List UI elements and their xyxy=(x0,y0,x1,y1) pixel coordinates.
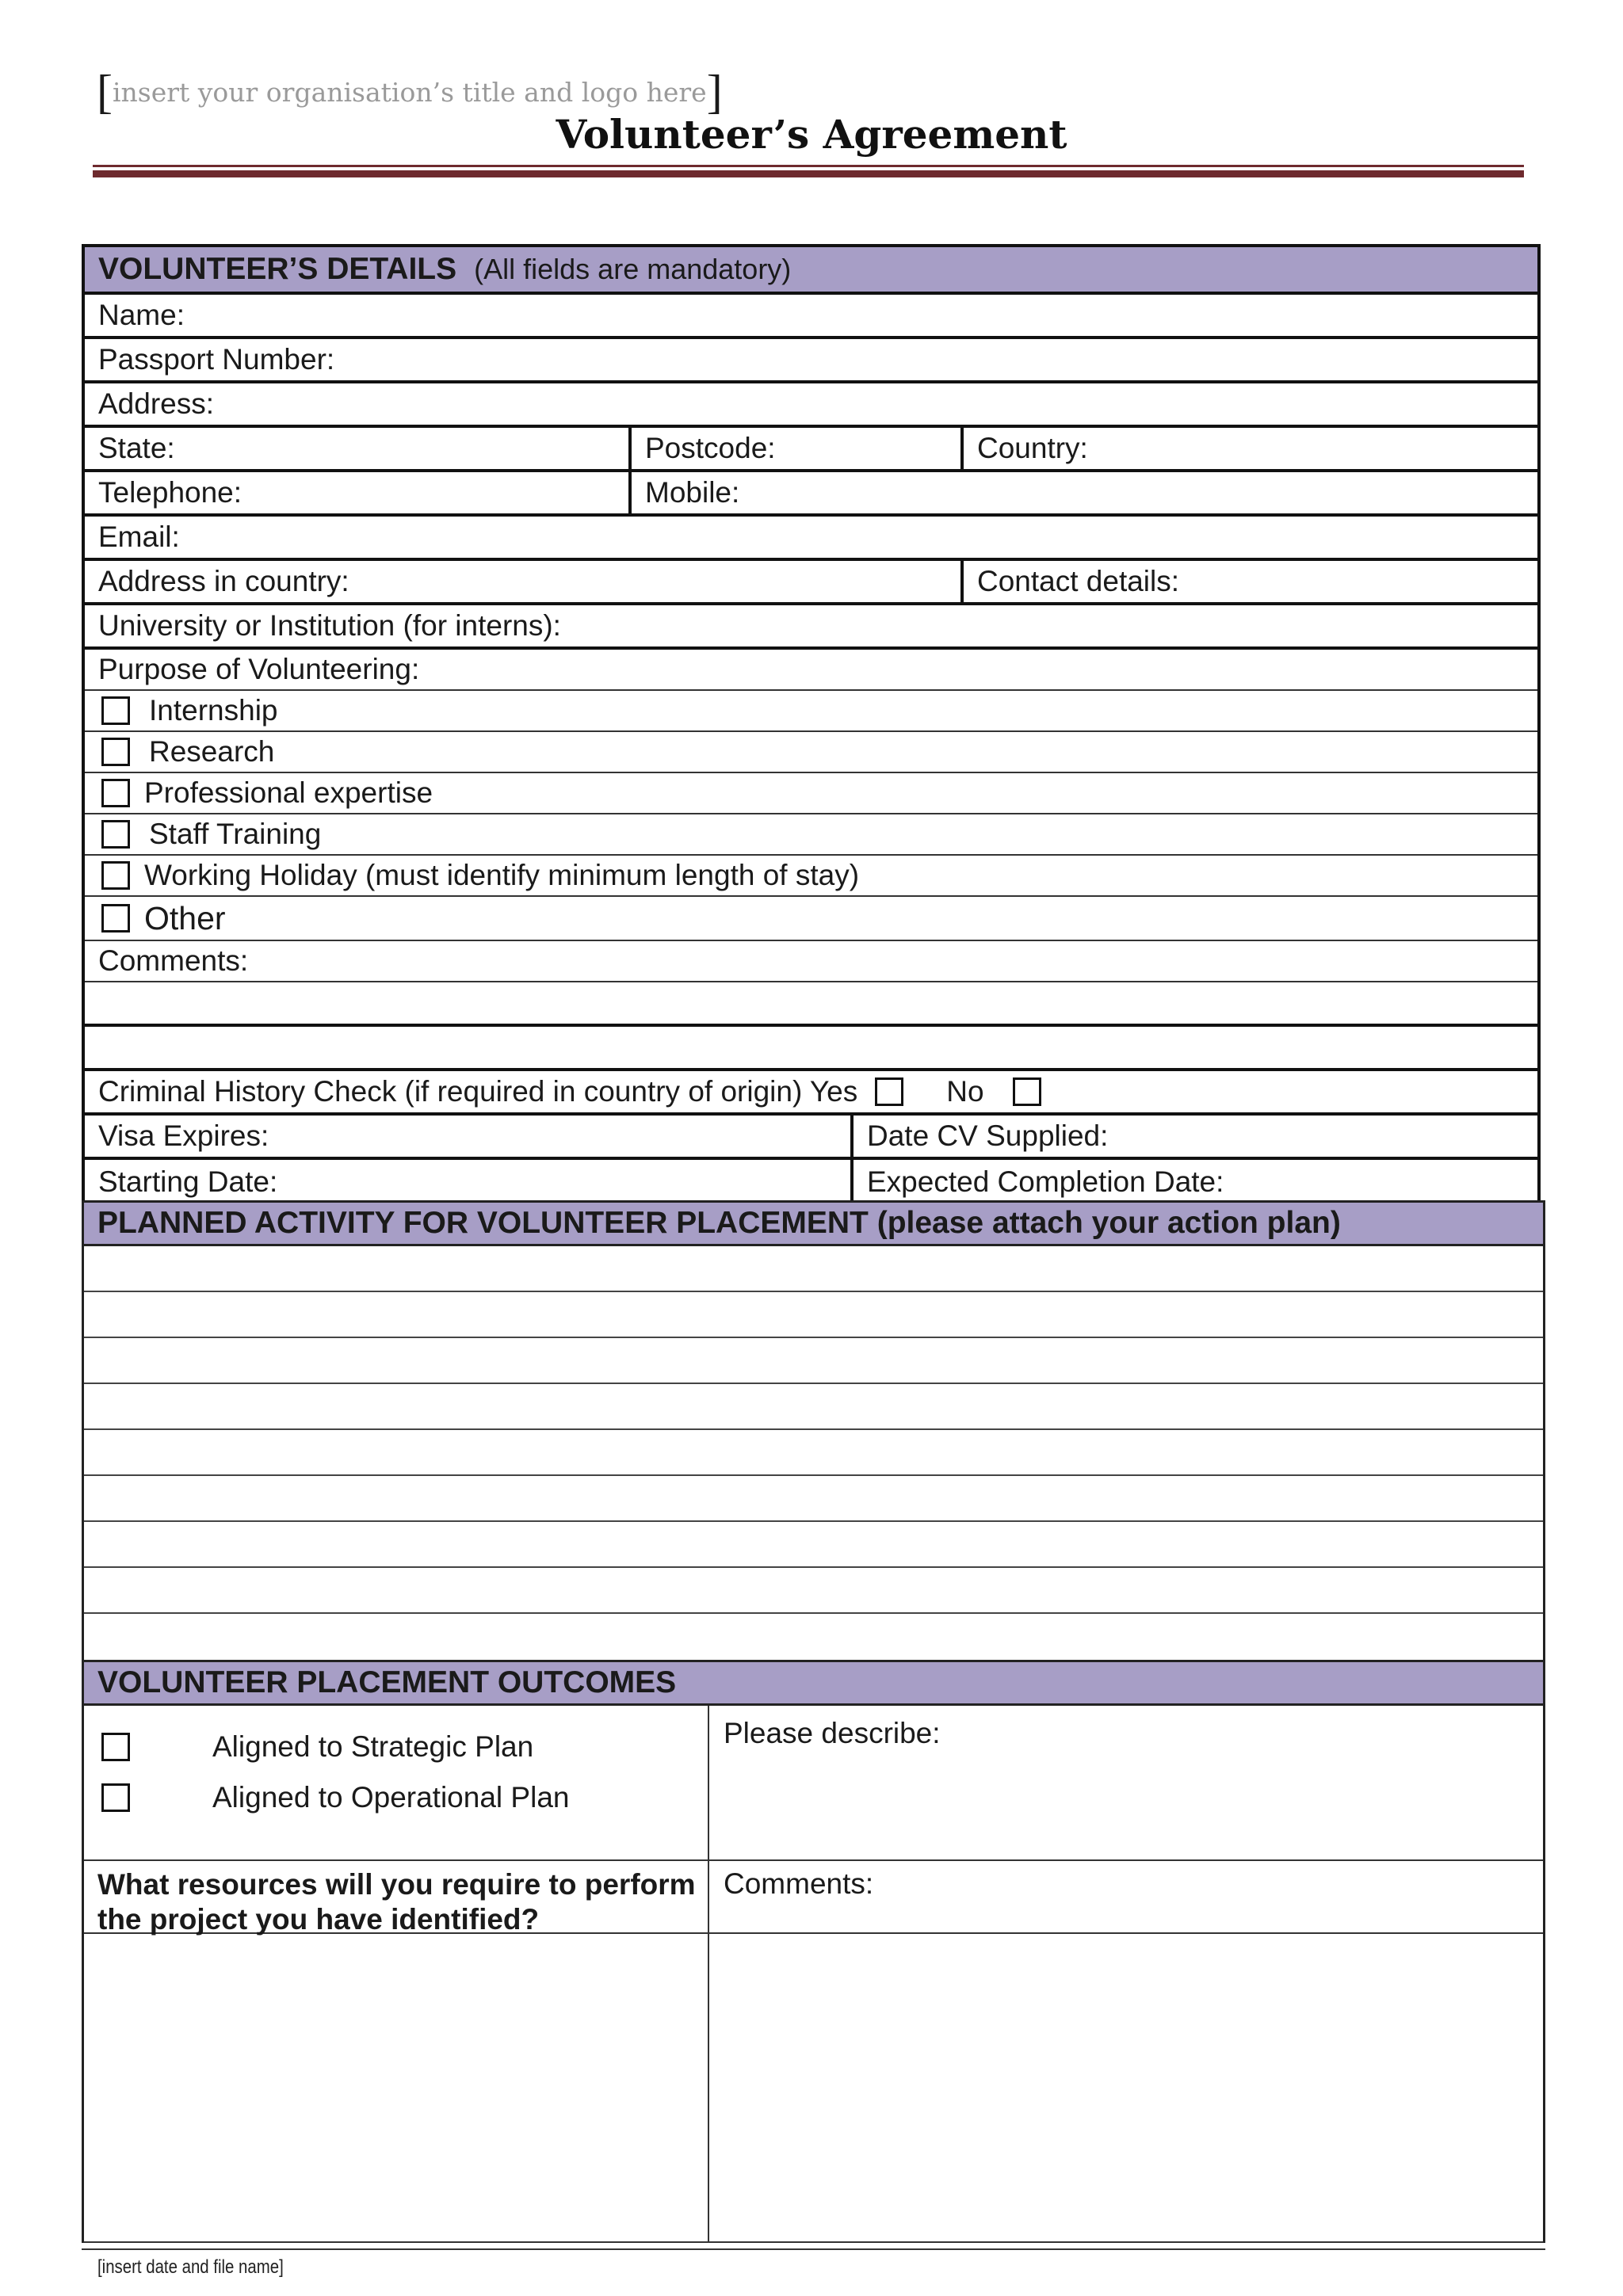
strategic-plan-checkbox[interactable] xyxy=(101,1733,130,1761)
telephone-row xyxy=(85,472,1537,517)
purpose-option-professional[interactable] xyxy=(85,773,1537,814)
completion-date-label: Expected Completion Date: xyxy=(867,1165,1224,1198)
purpose-option-internship[interactable] xyxy=(85,691,1537,732)
postcode-field[interactable] xyxy=(628,428,960,469)
resources-answer-row xyxy=(84,1934,1543,2243)
volunteer-details-header xyxy=(85,247,1537,295)
contact-details-field[interactable] xyxy=(960,561,1537,602)
starting-date-field[interactable] xyxy=(85,1160,850,1204)
mobile-field[interactable] xyxy=(628,472,1537,513)
starting-date-label: Starting Date: xyxy=(98,1165,278,1198)
planned-activity-header xyxy=(84,1200,1543,1246)
describe-label: Please describe: xyxy=(724,1717,941,1749)
telephone-label: Telephone: xyxy=(98,476,242,509)
cv-supplied-field[interactable] xyxy=(850,1116,1537,1157)
resources-question: What resources will you require to perform the project you have identified? xyxy=(84,1861,709,1932)
university-label: University or Institution (for interns): xyxy=(98,609,561,642)
address-label: Address: xyxy=(98,387,215,420)
state-row xyxy=(85,428,1537,472)
dates-row xyxy=(85,1160,1537,1204)
staff-training-label: Staff Training xyxy=(149,818,322,850)
describe-field[interactable] xyxy=(709,1706,1543,1859)
organisation-placeholder-text: insert your organisation’s title and logo here xyxy=(112,77,707,108)
open-bracket: [ xyxy=(97,66,113,118)
planned-activity-line[interactable] xyxy=(84,1292,1543,1338)
planned-activity-line[interactable] xyxy=(84,1522,1543,1568)
comments-label: Comments: xyxy=(98,944,249,977)
internship-checkbox[interactable] xyxy=(101,696,130,725)
criminal-check-no-label: No xyxy=(946,1075,984,1108)
name-label: Name: xyxy=(98,299,185,331)
country-label: Country: xyxy=(977,432,1088,464)
outcomes-alignment-cell xyxy=(84,1706,709,1859)
comments-row[interactable] xyxy=(85,941,1537,982)
outcomes-row xyxy=(84,1706,1543,1861)
address-in-country-row xyxy=(85,561,1537,605)
purpose-option-working-holiday[interactable] xyxy=(85,856,1537,897)
purpose-row xyxy=(85,650,1537,691)
name-row[interactable] xyxy=(85,295,1537,339)
planned-activity-line[interactable] xyxy=(84,1246,1543,1292)
resources-row xyxy=(84,1861,1543,1934)
email-row[interactable] xyxy=(85,517,1537,561)
comments-blank-line-2[interactable] xyxy=(85,1027,1537,1071)
state-label: State: xyxy=(98,432,175,464)
purpose-option-staff-training[interactable] xyxy=(85,814,1537,856)
internship-label: Internship xyxy=(149,694,278,727)
planned-activity-line[interactable] xyxy=(84,1338,1543,1384)
footer-placeholder: [insert date and file name] xyxy=(97,2256,284,2278)
purpose-option-research[interactable] xyxy=(85,732,1537,773)
volunteer-details-note: (All fields are mandatory) xyxy=(474,253,792,285)
mobile-label: Mobile: xyxy=(645,476,740,509)
strategic-plan-option[interactable] xyxy=(101,1722,708,1772)
title-divider xyxy=(93,165,1524,167)
volunteer-details-table xyxy=(82,244,1541,1204)
purpose-option-other[interactable] xyxy=(85,897,1537,941)
country-field[interactable] xyxy=(960,428,1537,469)
passport-label: Passport Number: xyxy=(98,343,335,376)
passport-row[interactable] xyxy=(85,339,1537,383)
research-checkbox[interactable] xyxy=(101,738,130,766)
address-in-country-field[interactable] xyxy=(85,561,960,602)
email-label: Email: xyxy=(98,521,180,553)
telephone-field[interactable] xyxy=(85,472,628,513)
title-divider-thick xyxy=(93,170,1524,177)
criminal-check-label: Criminal History Check (if required in country of origin) Yes xyxy=(98,1075,858,1108)
planned-activity-line[interactable] xyxy=(84,1430,1543,1476)
university-row[interactable] xyxy=(85,605,1537,650)
operational-plan-checkbox[interactable] xyxy=(101,1783,130,1812)
cv-supplied-label: Date CV Supplied: xyxy=(867,1119,1109,1152)
footer-divider xyxy=(82,2248,1545,2250)
planned-activity-table xyxy=(82,1200,1545,2243)
document-title: Volunteer’s Agreement xyxy=(556,111,1067,158)
state-field[interactable] xyxy=(85,428,628,469)
criminal-check-yes-checkbox[interactable] xyxy=(875,1077,903,1106)
operational-plan-option[interactable] xyxy=(101,1772,708,1823)
strategic-plan-label: Aligned to Strategic Plan xyxy=(212,1730,534,1763)
working-holiday-checkbox[interactable] xyxy=(101,861,130,890)
resources-comments-label-cell xyxy=(709,1861,1543,1932)
visa-expires-label: Visa Expires: xyxy=(98,1119,269,1152)
resources-comments-field[interactable] xyxy=(709,1934,1543,2241)
outcomes-header xyxy=(84,1660,1543,1706)
other-checkbox[interactable] xyxy=(101,904,130,933)
resources-comments-label: Comments: xyxy=(724,1867,874,1900)
operational-plan-label: Aligned to Operational Plan xyxy=(212,1781,570,1814)
staff-training-checkbox[interactable] xyxy=(101,820,130,849)
planned-activity-heading: PLANNED ACTIVITY FOR VOLUNTEER PLACEMENT (please attach your action plan) xyxy=(97,1206,1341,1240)
working-holiday-label: Working Holiday (must identify minimum length of stay) xyxy=(144,859,860,891)
postcode-label: Postcode: xyxy=(645,432,776,464)
visa-expires-field[interactable] xyxy=(85,1116,850,1157)
comments-blank-line-1[interactable] xyxy=(85,982,1537,1027)
professional-expertise-label: Professional expertise xyxy=(144,776,433,809)
close-bracket: ] xyxy=(706,66,723,118)
address-in-country-label: Address in country: xyxy=(98,565,349,597)
resources-answer-field[interactable] xyxy=(84,1934,709,2241)
planned-activity-line[interactable] xyxy=(84,1568,1543,1614)
planned-activity-line[interactable] xyxy=(84,1614,1543,1660)
other-label: Other xyxy=(144,899,226,936)
planned-activity-line[interactable] xyxy=(84,1476,1543,1522)
contact-details-label: Contact details: xyxy=(977,565,1180,597)
outcomes-heading: VOLUNTEER PLACEMENT OUTCOMES xyxy=(97,1665,677,1699)
planned-activity-line[interactable] xyxy=(84,1384,1543,1430)
criminal-check-row xyxy=(85,1071,1537,1116)
completion-date-field[interactable] xyxy=(850,1160,1537,1204)
visa-row xyxy=(85,1116,1537,1160)
volunteer-details-heading: VOLUNTEER’S DETAILS xyxy=(98,252,457,286)
purpose-label: Purpose of Volunteering: xyxy=(98,653,420,685)
address-row[interactable] xyxy=(85,383,1537,428)
professional-expertise-checkbox[interactable] xyxy=(101,779,130,807)
research-label: Research xyxy=(149,735,275,768)
criminal-check-no-checkbox[interactable] xyxy=(1013,1077,1041,1106)
